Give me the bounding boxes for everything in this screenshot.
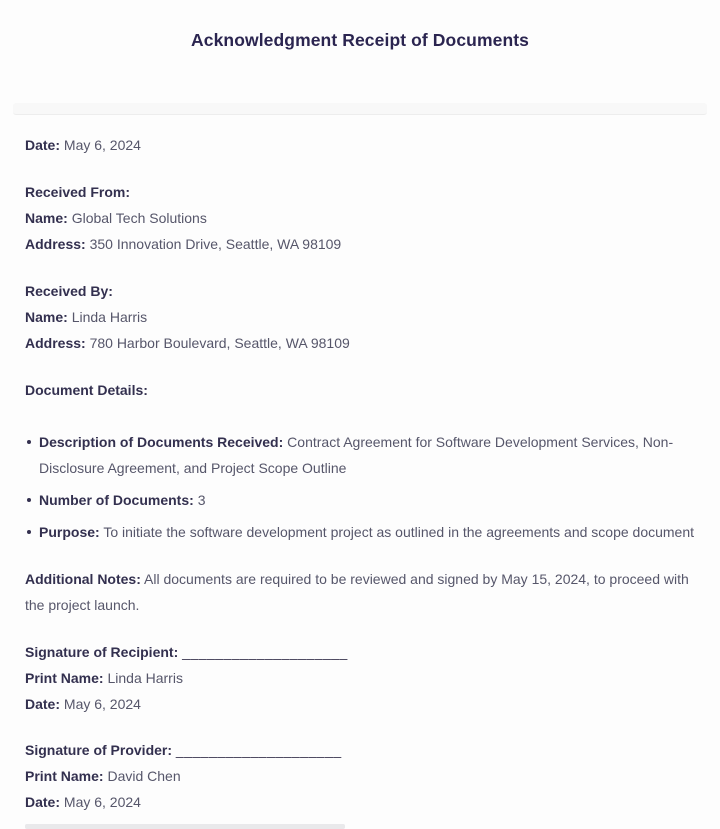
date-label: Date: — [25, 794, 61, 810]
bullet-icon — [27, 530, 31, 534]
name-value: Linda Harris — [71, 309, 148, 325]
document-details-block — [25, 377, 696, 545]
additional-notes-line — [25, 566, 696, 618]
received-by-address-line — [25, 330, 696, 356]
detail-label: Number of Documents: — [39, 492, 194, 508]
received-from-address-line — [25, 231, 696, 257]
date-label: Date: — [25, 696, 61, 712]
date-line — [25, 132, 696, 158]
list-item — [25, 519, 696, 545]
received-by-heading: Received By: — [25, 283, 113, 299]
detail-value: To initiate the software development project as outlined in the agreements and scope document — [103, 524, 695, 540]
signature-label: Signature of Recipient: — [25, 644, 179, 660]
address-label: Address: — [25, 236, 86, 252]
date-block — [25, 132, 696, 158]
additional-notes-block — [25, 566, 696, 618]
received-by-block — [25, 278, 696, 356]
date-value: May 6, 2024 — [63, 794, 141, 810]
date-value: May 6, 2024 — [63, 137, 141, 153]
name-value: Global Tech Solutions — [71, 210, 207, 226]
detail-value: 3 — [197, 492, 206, 508]
received-by-name-line — [25, 304, 696, 330]
recipient-signature-block — [25, 639, 696, 717]
additional-notes-value: All documents are required to be reviewed and signed by May 15, 2024, to proceed with the project launch. — [25, 571, 689, 613]
bullet-icon — [27, 498, 31, 502]
date-line — [25, 789, 696, 815]
date-label: Date: — [25, 137, 61, 153]
address-label: Address: — [25, 335, 86, 351]
signature-line — [25, 639, 696, 665]
signature-line — [25, 737, 696, 763]
received-from-heading: Received From: — [25, 184, 131, 200]
signature-blank-line: ____________________ — [175, 742, 342, 758]
page-title: Acknowledgment Receipt of Documents — [191, 30, 529, 50]
print-name-label: Print Name: — [25, 670, 104, 686]
date-value: May 6, 2024 — [63, 696, 141, 712]
print-name-value: David Chen — [107, 768, 181, 784]
name-label: Name: — [25, 210, 68, 226]
additional-notes-label: Additional Notes: — [25, 571, 141, 587]
name-label: Name: — [25, 309, 68, 325]
document-details-list — [25, 429, 696, 545]
date-line — [25, 691, 696, 717]
received-from-name-line — [25, 205, 696, 231]
detail-value: Contract Agreement for Software Development Services, Non-Disclosure Agreement, and Project Scope Outline — [39, 434, 674, 476]
signature-label: Signature of Provider: — [25, 742, 173, 758]
list-item — [25, 487, 696, 513]
provider-signature-block — [25, 737, 696, 815]
bullet-icon — [27, 440, 31, 444]
document-body — [25, 132, 696, 815]
print-name-value: Linda Harris — [107, 670, 183, 686]
address-value: 350 Innovation Drive, Seattle, WA 98109 — [89, 236, 342, 252]
detail-label: Purpose: — [39, 524, 100, 540]
detail-label: Description of Documents Received: — [39, 434, 284, 450]
divider-band — [13, 103, 707, 115]
address-value: 780 Harbor Boulevard, Seattle, WA 98109 — [89, 335, 350, 351]
document-details-heading: Document Details: — [25, 382, 148, 398]
print-name-line — [25, 763, 696, 789]
print-name-label: Print Name: — [25, 768, 104, 784]
print-name-line — [25, 665, 696, 691]
bottom-cropped-element — [25, 824, 345, 829]
received-from-block — [25, 179, 696, 257]
signature-blank-line: ____________________ — [182, 644, 348, 660]
list-item — [25, 429, 696, 481]
